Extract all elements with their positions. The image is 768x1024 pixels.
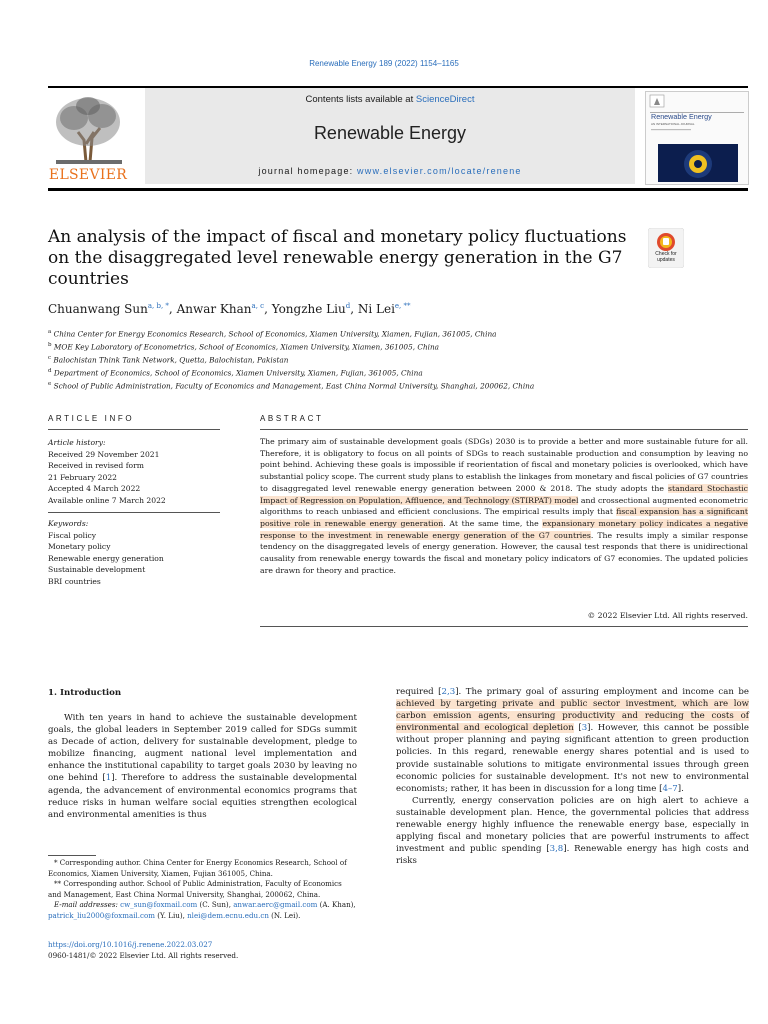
- elsevier-wordmark: ELSEVIER: [48, 167, 128, 183]
- keywords: [48, 518, 220, 587]
- highlight: expansionary monetary policy indicates a negative response to the investment in renewable energy generation of the G7 countries: [260, 518, 749, 540]
- history-item: Received in revised form: [48, 461, 144, 470]
- email-link[interactable]: cw_sun@foxmail.com: [120, 900, 198, 909]
- check-for-updates-button[interactable]: [648, 228, 684, 268]
- citation-link[interactable]: 3: [581, 723, 588, 734]
- contents-line: [145, 94, 635, 105]
- issn-copyright: 0960-1481/© 2022 Elsevier Ltd. All rights reserved.: [48, 951, 239, 960]
- contents-prefix: Contents lists available at: [305, 94, 416, 105]
- affiliation: $^c$ Balochistan Think Tank Network, Quetta, Balochistan, Pakistan: [48, 355, 289, 365]
- history-item: Available online 7 March 2022: [48, 495, 166, 505]
- email-link[interactable]: patrick_liu2000@foxmail.com: [48, 910, 155, 920]
- author-name: Yongzhe Liu: [271, 302, 346, 316]
- article-title: An analysis of the impact of fiscal and monetary policy fluctuations on the disaggregated level renewable energy generation in the G7 countries: [48, 227, 627, 289]
- doi-link[interactable]: https://doi.org/10.1016/j.renene.2022.03.027: [48, 940, 213, 949]
- author-affiliation-marks[interactable]: d: [345, 302, 351, 310]
- affiliation: $^e$ School of Public Administration, Faculty of Economics and Management, East China Normal University, Shanghai, 200062, China: [48, 381, 535, 391]
- history-label: Article history:: [48, 438, 106, 447]
- footnote: * Corresponding author. China Center for Energy Economics Research, School of Economics, Xiamen University, Xiamen, Fujian 361005, China.: [48, 858, 347, 878]
- keyword: Renewable energy generation: [48, 553, 164, 563]
- sciencedirect-link[interactable]: ScienceDirect: [415, 94, 475, 105]
- paragraph: required [2,3]. The primary goal of assuring employment and income can be achieved by targeting private and public sector investment, which are low carbon emission agents, ensuring productivity and reducing the costs of environmental and ecological depletion [3]. However, this cannot be possible without proper planning and paying significant attention to green production policies. In this regard, renewable energy shares potential and is used to provide sustainable solutions to mitigate environmental issues through green economic policies for sustainable development. It's not new to environmental economists; rather, it has been in discussion for a long time [4–7].: [396, 687, 749, 794]
- keyword: BRI countries: [48, 576, 101, 586]
- author-list: Chuanwang Sun$^{a, b, *}$, Anwar Khan$^{a, c}$, Yongzhe Liu$^d$, Ni Lei$^{e, **}$: [48, 302, 411, 316]
- citation-link[interactable]: 2,3: [441, 687, 456, 697]
- history-item: Accepted 4 March 2022: [48, 484, 141, 493]
- author-affiliation-marks[interactable]: a, c: [251, 302, 265, 310]
- email-link[interactable]: nlei@dem.ecnu.edu.cn: [187, 910, 269, 920]
- highlight: fiscal expansion has a significant positive role in renewable energy generation: [260, 507, 748, 528]
- journal-homepage-link[interactable]: www.elsevier.com/locate/renene: [357, 166, 522, 176]
- keyword: Sustainable development: [48, 565, 146, 574]
- footnote-emails: E-mail addresses: cw_sun@foxmail.com (C. Sun), anwar.aerc@gmail.com (A. Khan), patrick_liu2000@foxmail.com (Y. Liu), nlei@dem.ecnu.edu.cn (N. Lei).: [48, 900, 356, 920]
- paragraph: Currently, energy conservation policies are on high alert to achieve a sustainable development plan. Hence, the governmental policies that address renewable energy highly influence the renewable energy base, especially in applying fiscal and monetary policies that are powerful instruments to affect investment and public spending [3,8]. Renewable energy has high costs and risks: [396, 795, 749, 867]
- section-heading-introduction: 1. Introduction: [48, 688, 122, 698]
- highlight: achieved by targeting private and public sector investment, which are low carbon emission agents, ensuring productivity and reducing the costs of environmental and ecological depletion: [396, 699, 749, 734]
- footnote: ** Corresponding author. School of Public Administration, Faculty of Economics and Management, East China Normal University, Shanghai, 200062, China.: [48, 879, 342, 899]
- journal-cover-icon: [646, 92, 748, 184]
- divider: [48, 512, 220, 513]
- author-affiliation-marks[interactable]: a, b, *: [147, 302, 169, 310]
- footnote-divider: [48, 855, 96, 856]
- body-column-right: [396, 686, 749, 867]
- body-column-left: [48, 712, 357, 821]
- citation-link[interactable]: 3,8: [549, 844, 564, 855]
- affiliation: $^b$ MOE Key Laboratory of Econometrics, School of Economics, Xiamen University, Xiamen, 361005, China: [48, 342, 440, 352]
- affiliation: $^a$ China Center for Energy Economics Research, School of Economics, Xiamen University, Xiamen, Fujian, 361005, China: [48, 329, 497, 339]
- highlight: standard Stochastic Impact of Regression on Population, Affluence, and Technology (STIRPAT) model: [260, 483, 748, 505]
- author-affiliation-marks[interactable]: e, **: [394, 302, 411, 310]
- homepage-prefix: journal homepage:: [258, 166, 358, 176]
- keywords-label: Keywords:: [48, 519, 89, 528]
- article-info-heading: ARTICLE INFO: [48, 414, 135, 423]
- keyword: Monetary policy: [48, 542, 111, 551]
- abstract-heading: ABSTRACT: [260, 414, 324, 423]
- journal-name: Renewable Energy: [313, 123, 467, 143]
- journal-reference-link[interactable]: Renewable Energy 189 (2022) 1154–1165: [309, 59, 459, 68]
- cover-subtitle-text: AN INTERNATIONAL JOURNAL: [651, 122, 695, 126]
- check-updates-label: Check for updates: [655, 251, 677, 263]
- divider: [260, 429, 748, 430]
- history-item: 21 February 2022: [48, 472, 117, 482]
- affiliation-list: [48, 327, 728, 392]
- article-history: [48, 437, 220, 506]
- journal-reference[interactable]: [0, 59, 768, 68]
- cover-title-text: Renewable Energy: [651, 112, 712, 121]
- citation-link[interactable]: 1: [105, 773, 112, 784]
- abstract-text: The primary aim of sustainable development goals (SDGs) 2030 is to provide a better and more sustainable future for all. Therefore, it is obligatory to focus on all points of SDGs to reach sustainable production and consumption by leaving no point behind. Achieving these goals is impossible if reorientation of fiscal and monetary policies is overlooked, which have substantial policy scope. The current study plans to establish the linkages from monetary and fiscal policies of G7 countries to disaggregated level renewable energy generation between 2000 & 2018. The study adopts the standard Stochastic Impact of Regression on Population, Affluence, and Technology (STIRPAT) model and crossectional augmented econometric algorithms to reach unbiased and efficient conclusions. The empirical results imply that fiscal expansion has a significant positive role in renewable energy generation. At the same time, the expansionary monetary policy indicates a negative response to the investment in renewable energy generation of the G7 countries. The results imply a similar response tendency on the disaggregated levels of energy generation. However, the causal test responds that there is unidirectional causality from renewable energy towards the fiscal and monetary policy indicators of G7 economies. The updated policies are drawn for theory and practice.: [260, 437, 749, 575]
- abstract-copyright: © 2022 Elsevier Ltd. All rights reserved.: [587, 611, 748, 620]
- journal-cover-image: [645, 91, 749, 185]
- doi[interactable]: [48, 940, 212, 949]
- author-name: Ni Lei: [357, 302, 395, 316]
- divider: [260, 626, 748, 627]
- history-item: Received 29 November 2021: [48, 449, 160, 459]
- journal-homepage-line: [145, 166, 635, 176]
- author-name: Anwar Khan: [176, 302, 252, 316]
- paragraph: With ten years in hand to achieve the sustainable development goals, the global leaders in September 2019 called for SDGs summit as Decade of action, delivery for sustainable development, pledge to mobilize financing, augment national level implementation and enhance the institutional capability to target goals 2030 by leaving no one behind [1]. Therefore to address the sustainable developmental agenda, the advancement of environmental economics programs that reduce risks in human welfare social equities strengthen ecological and environmental amenities is thus: [48, 713, 357, 820]
- citation-link[interactable]: 4–7: [662, 783, 678, 794]
- keyword: Fiscal policy: [48, 530, 97, 540]
- divider: [48, 429, 220, 430]
- affiliation: $^d$ Department of Economics, School of Economics, Xiamen University, Xiamen, Fujian, 361005, China: [48, 368, 423, 378]
- email-link[interactable]: anwar.aerc@gmail.com: [233, 900, 318, 909]
- author-name: Chuanwang Sun: [48, 302, 148, 316]
- footnotes: [48, 858, 357, 921]
